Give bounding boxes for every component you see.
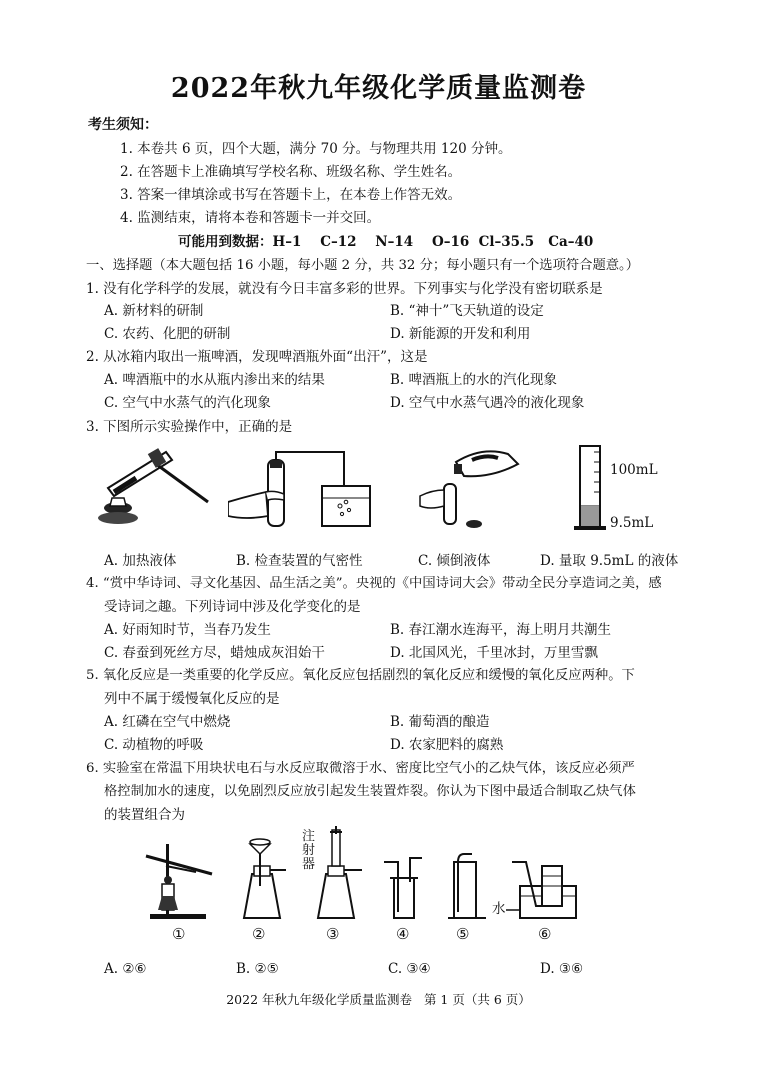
q1-option-b: B. “神十”飞天轨道的设定 bbox=[390, 303, 544, 319]
q6-stem-line1: 6. 实验室在常温下用块状电石与水反应取微溶于水、密度比空气小的乙炔气体，该反应必须严 bbox=[86, 761, 635, 776]
pouring-liquid-figure bbox=[412, 440, 524, 532]
q6-option-d: D. ③⑥ bbox=[540, 961, 584, 977]
q4-stem-line1: 4. “赏中华诗词、寻文化基因、品生活之美”。央视的《中国诗词大会》带动全民分享造词之美，感 bbox=[86, 576, 662, 591]
cylinder-top-label: 100mL bbox=[610, 462, 658, 478]
q5-option-d: D. 农家肥料的腐熟 bbox=[390, 737, 504, 753]
apparatus-number-6: ⑥ bbox=[538, 925, 552, 943]
q5-option-c: C. 动植物的呼吸 bbox=[104, 737, 204, 753]
q1-stem: 1. 没有化学科学的发展，就没有今日丰富多彩的世界。下列事实与化学没有密切联系是 bbox=[86, 281, 603, 297]
q4-option-c: C. 春蚕到死丝方尽，蜡烛成灰泪始干 bbox=[104, 645, 325, 661]
q2-option-b: B. 啤酒瓶上的水的汽化现象 bbox=[390, 372, 558, 388]
q5-option-b: B. 葡萄酒的酿造 bbox=[390, 714, 490, 730]
q5-stem-line2: 列中不属于缓慢氧化反应的是 bbox=[104, 691, 280, 707]
q4-option-a: A. 好雨知时节，当春乃发生 bbox=[104, 622, 271, 638]
page-title: 2022年秋九年级化学质量监测卷 bbox=[170, 73, 587, 104]
q2-option-c: C. 空气中水蒸气的汽化现象 bbox=[104, 395, 271, 411]
q5-option-a: A. 红磷在空气中燃烧 bbox=[104, 714, 231, 730]
notice-item-4: 4. 监测结束，请将本卷和答题卡一并交回。 bbox=[120, 210, 381, 226]
q1-option-a: A. 新材料的研制 bbox=[104, 303, 204, 319]
apparatus-number-5: ⑤ bbox=[456, 925, 470, 943]
apparatus-figure bbox=[140, 826, 580, 946]
q3-option-a: A. 加热液体 bbox=[104, 553, 177, 569]
cylinder-bottom-label: 9.5mL bbox=[610, 515, 654, 531]
q4-option-b: B. 春江潮水连海平，海上明月共潮生 bbox=[390, 622, 612, 638]
q3-option-c: C. 倾倒液体 bbox=[418, 553, 491, 569]
q2-stem: 2. 从冰箱内取出一瓶啤酒，发现啤酒瓶外面“出汗”，这是 bbox=[86, 349, 428, 365]
q6-option-c: C. ③④ bbox=[388, 961, 431, 977]
q6-stem-line3: 的装置组合为 bbox=[104, 807, 185, 823]
syringe-label: 注射器 bbox=[302, 829, 316, 872]
apparatus-number-4: ④ bbox=[396, 925, 410, 943]
notice-item-3: 3. 答案一律填涂或书写在答题卡上，在本卷上作答无效。 bbox=[120, 187, 462, 203]
q6-stem-line2: 格控制加水的速度，以免剧烈反应放引起发生装置炸裂。你认为下图中最适合制取乙炔气体 bbox=[104, 784, 636, 799]
q3-stem: 3. 下图所示实验操作中，正确的是 bbox=[86, 419, 293, 435]
q6-option-b: B. ②⑤ bbox=[236, 961, 279, 977]
notice-item-2: 2. 在答题卡上准确填写学校名称、班级名称、学生姓名。 bbox=[120, 164, 462, 180]
water-label: 水 bbox=[492, 901, 506, 917]
page-footer: 2022 年秋九年级化学质量监测卷 第 1 页（共 6 页） bbox=[226, 992, 531, 1007]
airtightness-check-figure bbox=[228, 440, 392, 532]
apparatus-number-2: ② bbox=[252, 925, 266, 943]
q4-stem-line2: 受诗词之趣。下列诗词中涉及化学变化的是 bbox=[104, 599, 361, 615]
q2-option-d: D. 空气中水蒸气遇冷的液化现象 bbox=[390, 395, 585, 411]
notice-item-1: 1. 本卷共 6 页，四个大题，满分 70 分。与物理共用 120 分钟。 bbox=[120, 141, 512, 157]
q5-stem-line1: 5. 氧化反应是一类重要的化学反应。氧化反应包括剧烈的氧化反应和缓慢的氧化反应两种。下 bbox=[86, 668, 635, 683]
apparatus-number-3: ③ bbox=[326, 925, 340, 943]
q3-option-b: B. 检查装置的气密性 bbox=[236, 553, 363, 569]
q4-option-d: D. 北国风光，千里冰封，万里雪飘 bbox=[390, 645, 598, 661]
atomic-masses: 可能用到数据：H–1 C–12 N–14 O–16 Cl–35.5 Ca–40 bbox=[178, 234, 594, 250]
section-heading: 一、选择题（本大题包括 16 小题，每小题 2 分，共 32 分；每小题只有一个选项符合题意。） bbox=[86, 258, 639, 273]
notice-heading: 考生须知： bbox=[88, 117, 158, 133]
q6-option-a: A. ②⑥ bbox=[104, 961, 147, 977]
q2-option-a: A. 啤酒瓶中的水从瓶内渗出来的结果 bbox=[104, 372, 325, 388]
q3-option-d: D. 量取 9.5mL 的液体 bbox=[540, 553, 679, 569]
q1-option-d: D. 新能源的开发和利用 bbox=[390, 326, 531, 342]
q1-option-c: C. 农药、化肥的研制 bbox=[104, 326, 231, 342]
heating-liquid-figure bbox=[96, 440, 212, 532]
apparatus-number-1: ① bbox=[172, 925, 186, 943]
